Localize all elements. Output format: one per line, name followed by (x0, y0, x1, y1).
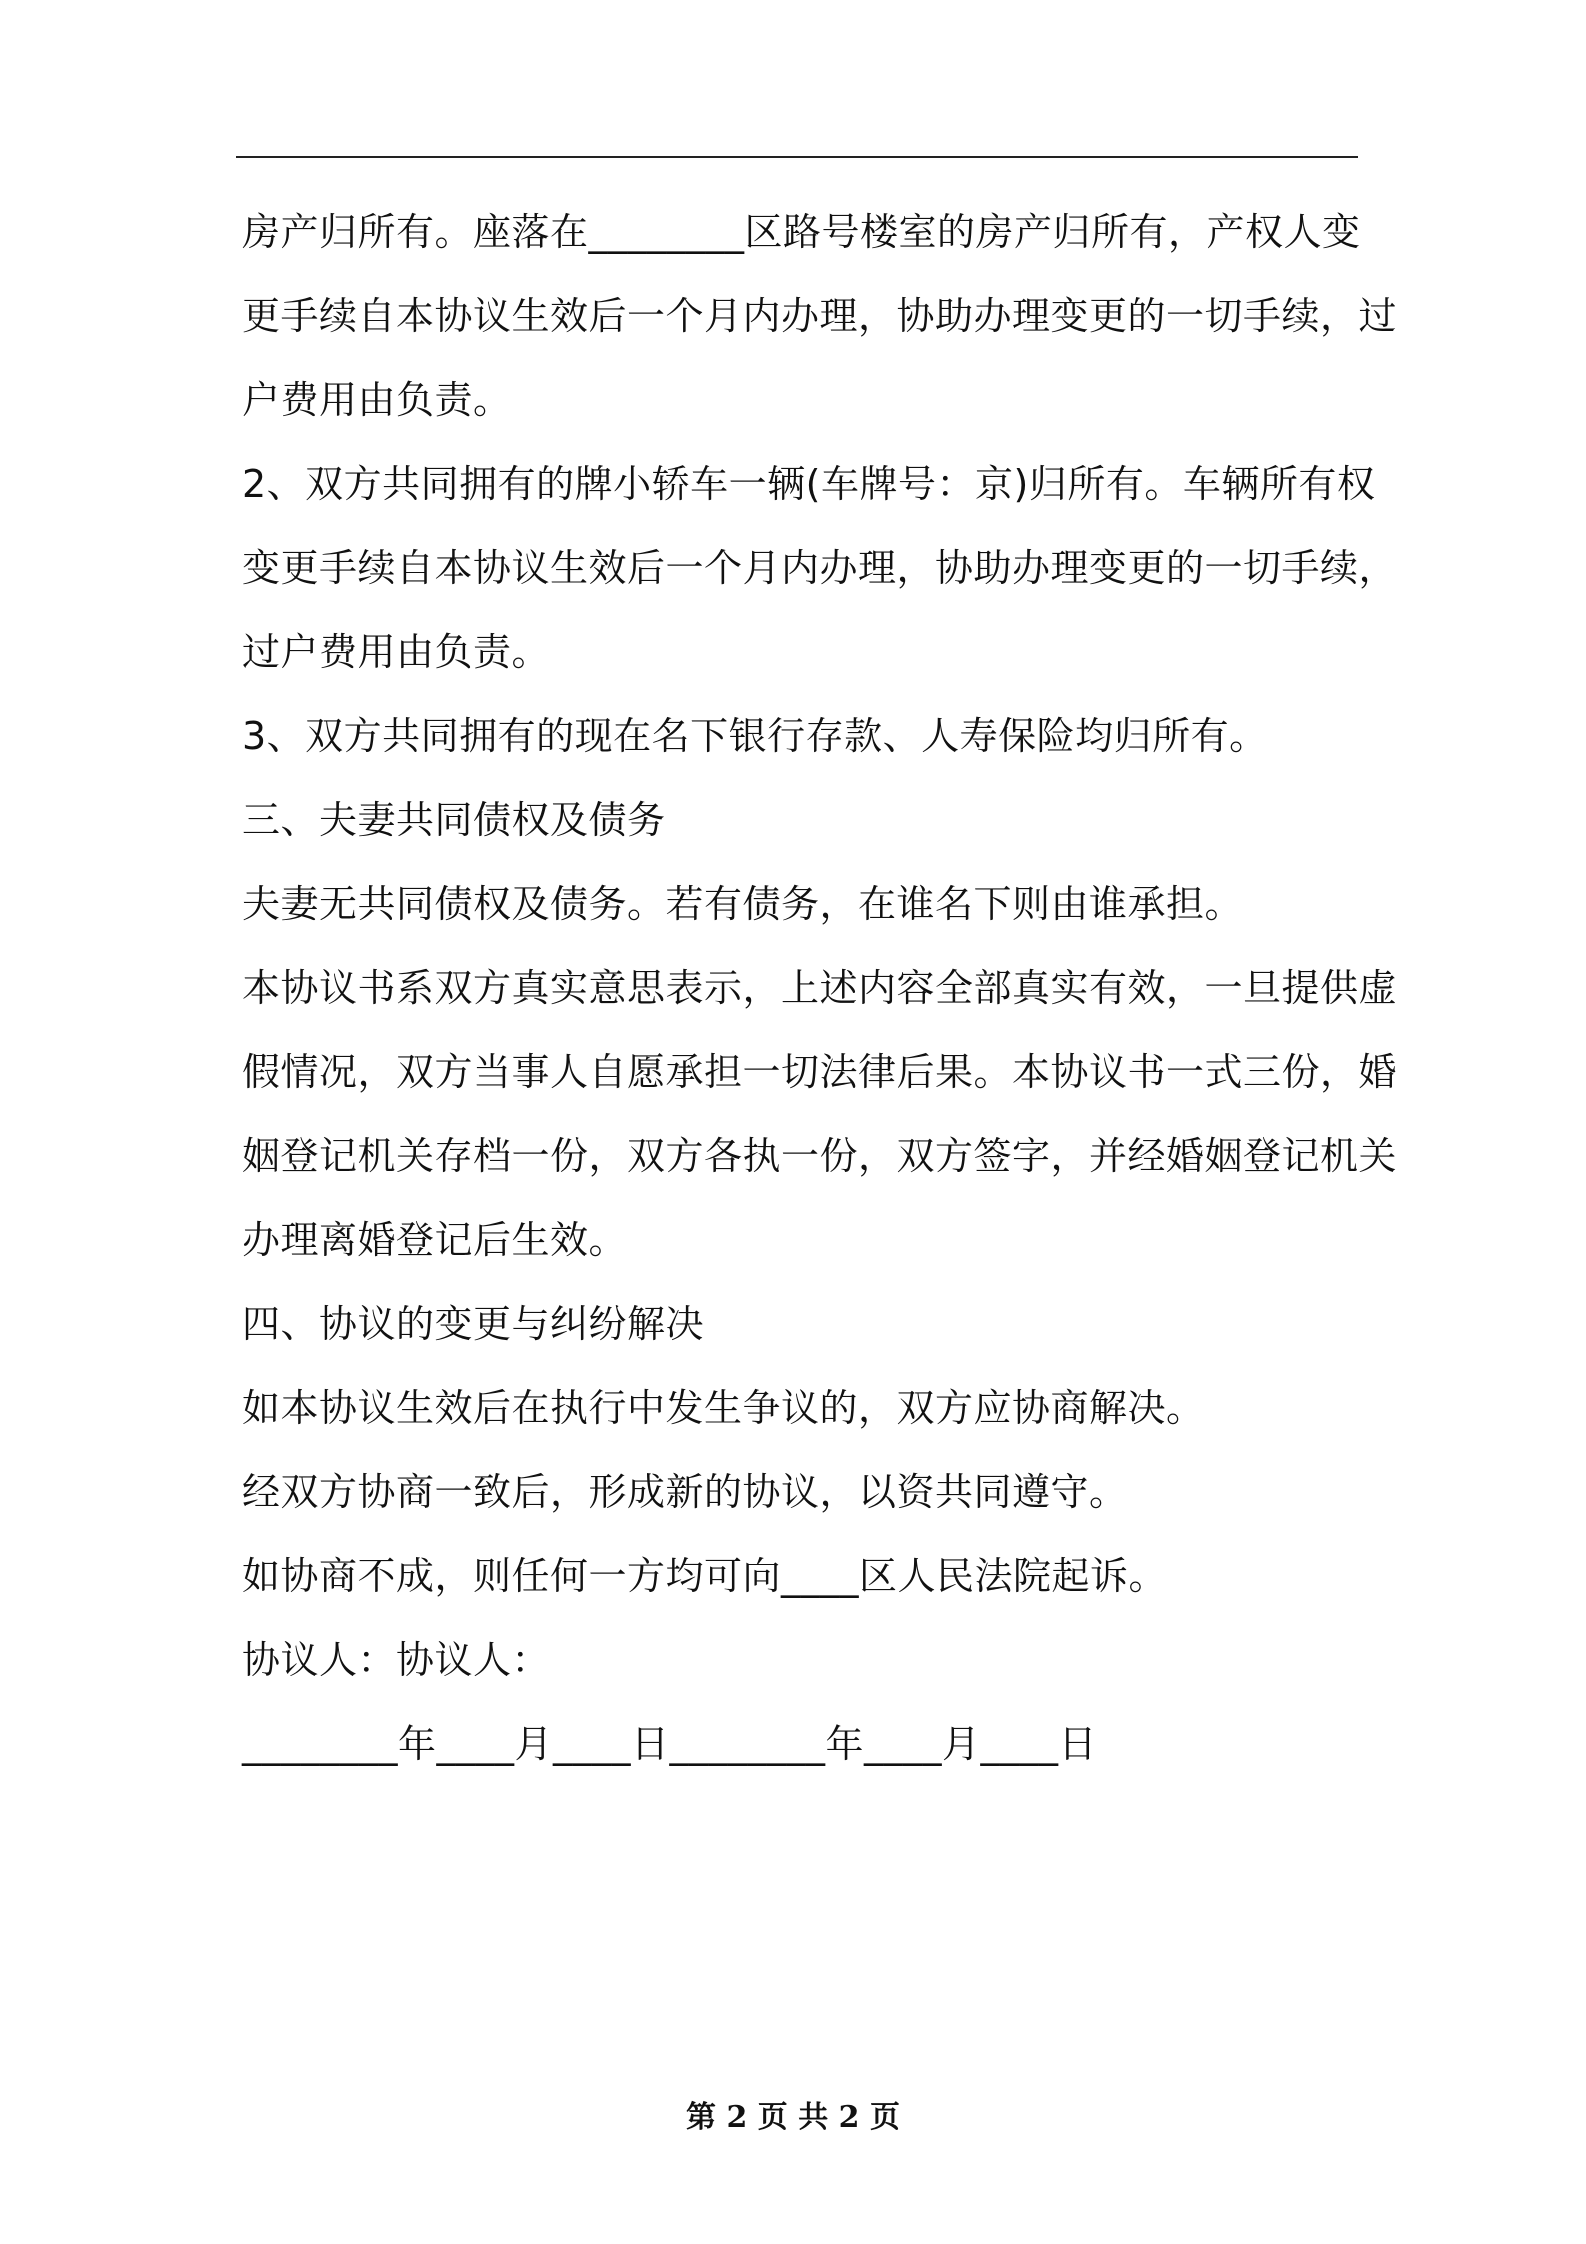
signatories-line: 协议人：协议人： (242, 1638, 551, 1682)
header-divider (236, 156, 1358, 158)
text-line: 户费用由负责。 (242, 378, 512, 422)
document-body (242, 190, 1398, 1786)
clause-2-line: 2、双方共同拥有的牌小轿车一辆(车牌号：京)归所有。车辆所有权 (242, 462, 1376, 506)
text-line: 更手续自本协议生效后一个月内办理，协助办理变更的一切手续，过 (242, 294, 1398, 338)
date-line: ________年____月____日________年____月____日 (242, 1722, 1098, 1766)
text-line: 经双方协商一致后，形成新的协议，以资共同遵守。 (242, 1470, 1128, 1514)
section-heading-debts: 三、夫妻共同债权及债务 (242, 798, 666, 842)
text-line: 夫妻无共同债权及债务。若有债务，在谁名下则由谁承担。 (242, 882, 1244, 926)
text-line: 姻登记机关存档一份，双方各执一份，双方签字，并经婚姻登记机关 (242, 1134, 1398, 1178)
text-line: 过户费用由负责。 (242, 630, 551, 674)
text-line: 如协商不成，则任何一方均可向____区人民法院起诉。 (242, 1554, 1168, 1598)
text-line: 办理离婚登记后生效。 (242, 1218, 628, 1262)
text-line: 本协议书系双方真实意思表示，上述内容全部真实有效，一旦提供虚 (242, 966, 1398, 1010)
section-heading-disputes: 四、协议的变更与纠纷解决 (242, 1302, 705, 1346)
text-line: 假情况，双方当事人自愿承担一切法律后果。本协议书一式三份，婚 (242, 1050, 1398, 1094)
page-number: 第 2 页 共 2 页 (686, 2100, 900, 2135)
text-line: 变更手续自本协议生效后一个月内办理，协助办理变更的一切手续， (242, 546, 1398, 590)
clause-3-line: 3、双方共同拥有的现在名下银行存款、人寿保险均归所有。 (242, 714, 1268, 758)
text-line: 房产归所有。座落在________区路号楼室的房产归所有，产权人变 (242, 210, 1361, 254)
text-line: 如本协议生效后在执行中发生争议的，双方应协商解决。 (242, 1386, 1205, 1430)
